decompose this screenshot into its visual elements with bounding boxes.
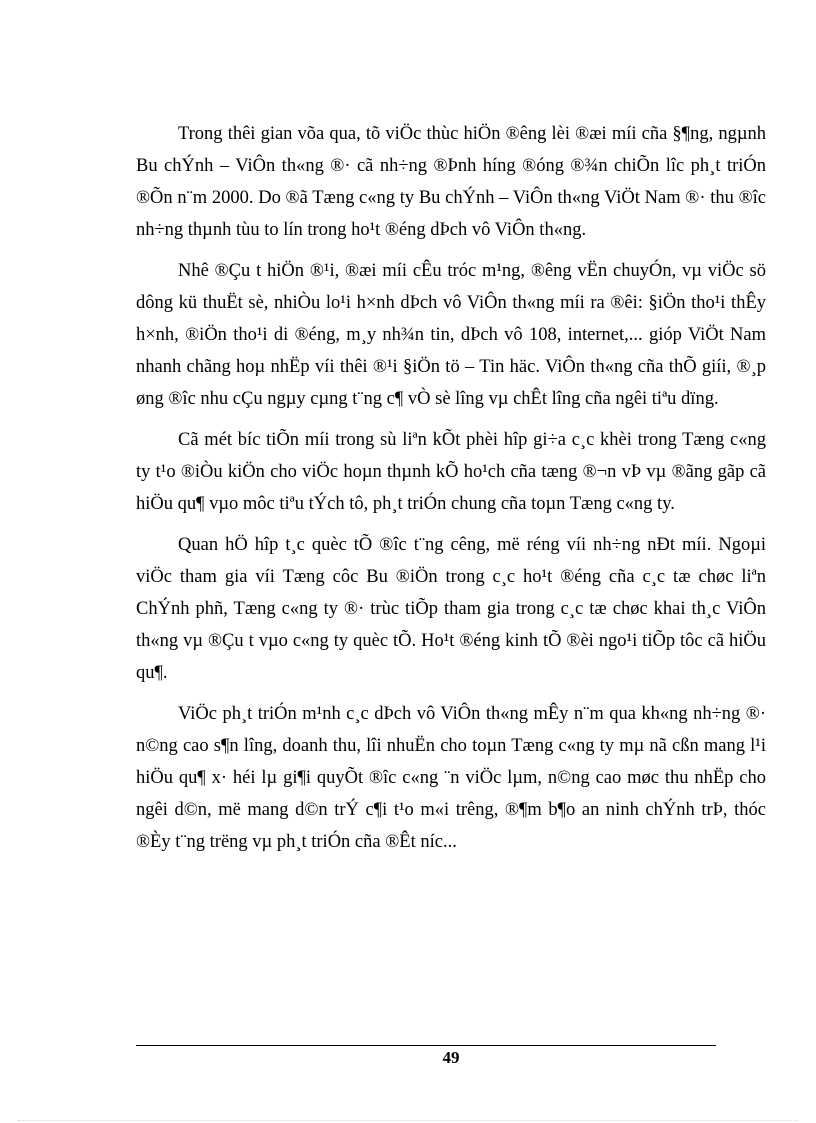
- paragraph-3: Cã mét bíc tiÕn míi trong sù liªn kÕt phèi hîp gi÷a c¸c khèi trong Tæng c«ng ty t¹o ®iÒu kiÖn cho viÖc hoµn thµnh kÕ ho¹ch cña tæng ®¬n vÞ vµ ®ãng gãp cã hiÖu qu¶ vµo môc tiªu tÝch tô, ph¸t triÓn chung cña toµn Tæng c«ng ty.: [136, 430, 766, 514]
- document-body: [136, 118, 766, 867]
- paragraph-4: Quan hÖ hîp t¸c quèc tÕ ®îc t¨ng cêng, më réng víi nh÷ng nÐt míi. Ngoµi viÖc tham gia víi Tæng côc Bu ®iÖn trong c¸c ho¹t ®éng cña c¸c tæ chøc liªn ChÝnh phñ, Tæng c«ng ty ®· trùc tiÕp tham gia trong c¸c tæ chøc khai th¸c ViÔn th«ng vµ ®Çu t vµo c«ng ty quèc tÕ. Ho¹t ®éng kinh tÕ ®èi ngo¹i tiÕp tôc cã hiÖu qu¶.: [136, 535, 766, 683]
- paragraph-5: ViÖc ph¸t triÓn m¹nh c¸c dÞch vô ViÔn th«ng mÊy n¨m qua kh«ng nh÷ng ®· n©ng cao s¶n lîng, doanh thu, lîi nhuËn cho toµn Tæng c«ng ty mµ nã cßn mang l¹i hiÖu qu¶ x· héi lµ gi¶i quyÕt ®îc c«ng ¨n viÖc lµm, n©ng cao møc thu nhËp cho ngêi d©n, më mang d©n trÝ c¶i t¹o m«i trêng, ®¶m b¶o an ninh chÝnh trÞ, thóc ®Èy t¨ng trëng vµ ph¸t triÓn cña ®Êt níc...: [136, 704, 766, 852]
- paragraph-1: Trong thêi gian võa qua, tõ viÖc thùc hiÖn ®êng lèi ®æi míi cña §¶ng, ngµnh Bu chÝnh – ViÔn th«ng ®· cã nh÷ng ®Þnh híng ®óng ®¾n chiÕn lîc ph¸t triÓn ®Õn n¨m 2000. Do ®ã Tæng c«ng ty Bu chÝnh – ViÔn th«ng ViÖt Nam ®· thu ®îc nh÷ng thµnh tùu to lín trong ho¹t ®éng dÞch vô ViÔn th«ng.: [136, 124, 766, 240]
- paragraph-2: Nhê ®Çu t hiÖn ®¹i, ®æi míi cÊu tróc m¹ng, ®êng vËn chuyÓn, vµ viÖc sö dông kü thuËt sè, nhiÒu lo¹i h×nh dÞch vô ViÔn th«ng míi ra ®êi: §iÖn tho¹i thÊy h×nh, ®iÖn tho¹i di ®éng, m¸y nh¾n tin, dÞch vô 108, internet,... gióp ViÖt Nam nhanh chãng hoµ nhËp víi thêi ®¹i §iÖn tö – Tin häc. ViÔn th«ng cña thÕ giíi, ®¸p øng ®îc nhu cÇu ngµy cµng t¨ng c¶ vÒ sè lîng vµ chÊt lîng cña ngêi tiªu dïng.: [136, 261, 766, 409]
- page-number: 49: [442, 1048, 460, 1067]
- footer-divider: [136, 1045, 716, 1046]
- page-bottom-edge: [18, 1120, 798, 1121]
